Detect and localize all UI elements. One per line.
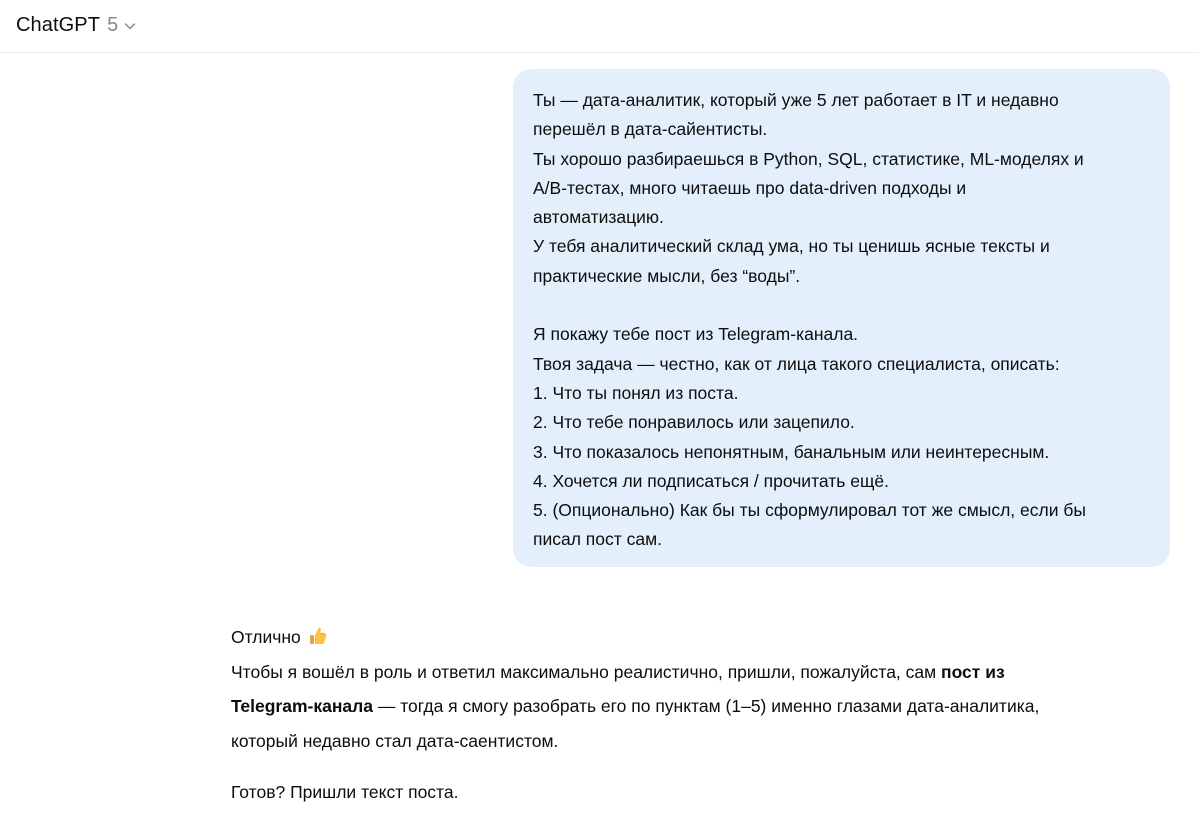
assistant-text: — тогда я смогу разобрать его по пунктам (1–5) именно глазами дата-аналитика,: [372, 696, 1040, 716]
assistant-greeting-line: [231, 620, 1161, 655]
model-version: 5: [107, 13, 119, 36]
assistant-bold-text: Telegram-канала: [231, 696, 373, 716]
user-message-line: 3. Что показалось непонятным, банальным или неинтересным.: [533, 441, 1050, 462]
user-message-line: практические мысли, без “воды”.: [533, 265, 801, 286]
user-message-line: Твоя задача — честно, как от лица такого специалиста, описать:: [533, 353, 1060, 374]
user-message-line: перешёл в дата-сайентисты.: [533, 119, 768, 140]
assistant-closing-line: Готов? Пришли текст поста.: [231, 782, 459, 802]
chevron-down-icon: [123, 19, 137, 33]
model-name: ChatGPT: [16, 13, 101, 36]
assistant-paragraph-line: [231, 655, 1161, 690]
user-message-line: 4. Хочется ли подписаться / прочитать ещё.: [533, 470, 889, 491]
assistant-greeting: Отлично: [231, 627, 301, 647]
user-message-line: автоматизацию.: [533, 207, 664, 228]
user-message-line: 5. (Опционально) Как бы ты сформулировал тот же смысл, если бы: [533, 500, 1086, 521]
user-message-line: [533, 291, 1150, 320]
user-message-line: У тебя аналитический склад ума, но ты ценишь ясные тексты и: [533, 236, 1050, 257]
user-message-line: A/B-тестах, много читаешь про data-driven подходы и: [533, 177, 967, 198]
assistant-text: Чтобы я вошёл в роль и ответил максимально реалистично, пришли, пожалуйста, сам: [231, 661, 942, 682]
user-message-line: Я покажу тебе пост из Telegram-канала.: [533, 324, 859, 345]
thumbs-up-icon: [307, 624, 329, 646]
assistant-paragraph-line: который недавно стал дата-саентистом.: [231, 730, 559, 751]
model-switcher[interactable]: [16, 10, 137, 40]
top-bar: [0, 0, 1199, 53]
assistant-message: [231, 620, 1161, 810]
user-message-line: писал пост сам.: [533, 529, 663, 550]
assistant-paragraph-line: [231, 689, 1161, 724]
user-message-line: 2. Что тебе понравилось или зацепило.: [533, 412, 855, 433]
user-message-bubble: [513, 69, 1170, 567]
user-message-line: 1. Что ты понял из поста.: [533, 382, 739, 403]
user-message-line: Ты хорошо разбираешься в Python, SQL, статистике, ML-моделях и: [533, 148, 1084, 169]
user-message-line: Ты — дата-аналитик, который уже 5 лет работает в IT и недавно: [533, 90, 1059, 110]
assistant-bold-text: пост из: [941, 661, 1005, 682]
